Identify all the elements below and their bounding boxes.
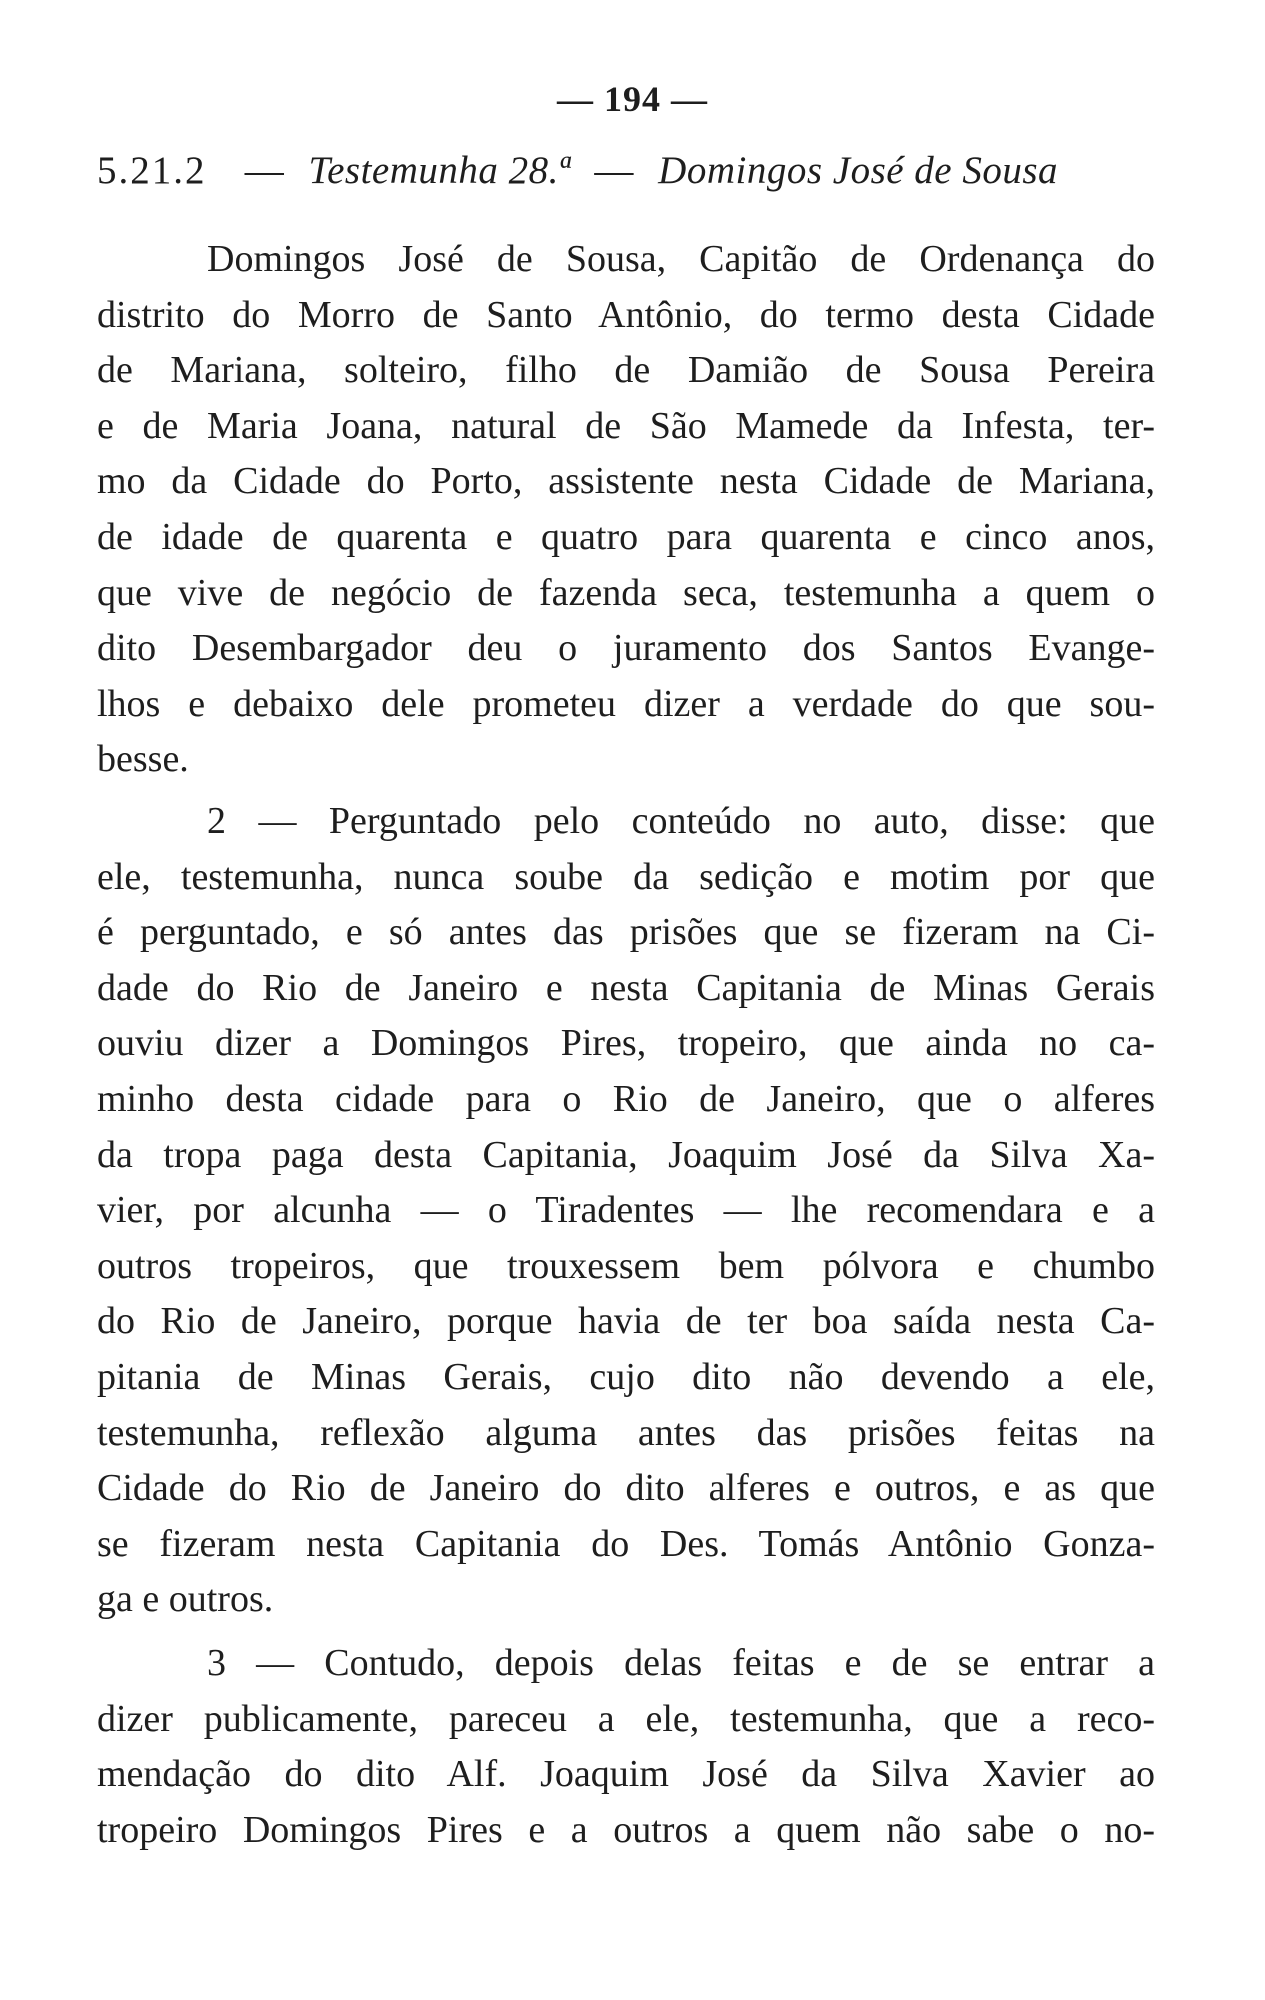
text-line: do Rio de Janeiro, porque havia de ter boa saída nesta Ca- bbox=[97, 1300, 1155, 1343]
paragraph-question-3 bbox=[97, 1636, 1155, 1858]
text-line: 2 — Perguntado pelo conteúdo no auto, disse: que bbox=[207, 800, 1155, 842]
text-line: de Mariana, solteiro, filho de Damião de Sousa Pereira bbox=[97, 349, 1155, 392]
text-line: vier, por alcunha — o Tiradentes — lhe recomendara e a bbox=[97, 1189, 1155, 1232]
text-line: lhos e debaixo dele prometeu dizer a verdade do que sou- bbox=[97, 682, 1155, 725]
text-line: é perguntado, e só antes das prisões que se fizeram na Ci- bbox=[97, 911, 1155, 954]
text-line: pitania de Minas Gerais, cujo dito não devendo a ele, bbox=[97, 1355, 1155, 1398]
text-line: besse. bbox=[97, 738, 189, 781]
text-line: distrito do Morro de Santo Antônio, do termo desta Cidade bbox=[97, 293, 1155, 336]
text-line: tropeiro Domingos Pires e a outros a quem não sabe o no- bbox=[97, 1808, 1155, 1851]
text-line: que vive de negócio de fazenda seca, testemunha a quem o bbox=[97, 571, 1155, 614]
section-heading bbox=[97, 148, 1187, 193]
text-line: Cidade do Rio de Janeiro do dito alferes e outros, e as que bbox=[97, 1467, 1155, 1510]
text-line: dito Desembargador deu o juramento dos Santos Evange- bbox=[97, 627, 1155, 670]
witness-name: Domingos José de Sousa bbox=[658, 149, 1059, 192]
text-line: Domingos José de Sousa, Capitão de Ordenança do bbox=[207, 238, 1155, 280]
page-number: — 194 — bbox=[557, 79, 708, 119]
text-line: outros tropeiros, que trouxessem bem pólvora e chumbo bbox=[97, 1244, 1155, 1287]
paragraph-question-2 bbox=[97, 794, 1155, 1628]
witness-label: Testemunha 28.ª bbox=[308, 149, 571, 192]
text-line: ouviu dizer a Domingos Pires, tropeiro, que ainda no ca- bbox=[97, 1022, 1155, 1065]
text-line: mo da Cidade do Porto, assistente nesta Cidade de Mariana, bbox=[97, 460, 1155, 503]
text-line: da tropa paga desta Capitania, Joaquim José da Silva Xa- bbox=[97, 1133, 1155, 1176]
text-line: ele, testemunha, nunca soube da sedição e motim por que bbox=[97, 855, 1155, 898]
text-line: dizer publicamente, pareceu a ele, testemunha, que a reco- bbox=[97, 1697, 1155, 1740]
section-number: 5.21.2 bbox=[97, 149, 207, 192]
text-line: dade do Rio de Janeiro e nesta Capitania de Minas Gerais bbox=[97, 966, 1155, 1009]
heading-dash: — bbox=[594, 149, 634, 192]
text-line: de idade de quarenta e quatro para quarenta e cinco anos, bbox=[97, 515, 1155, 558]
text-line: e de Maria Joana, natural de São Mamede da Infesta, ter- bbox=[97, 404, 1155, 447]
text-line: se fizeram nesta Capitania do Des. Tomás Antônio Gonza- bbox=[97, 1522, 1155, 1565]
text-line: 3 — Contudo, depois delas feitas e de se entrar a bbox=[207, 1642, 1155, 1684]
heading-dash: — bbox=[244, 149, 285, 192]
text-line: ga e outros. bbox=[97, 1578, 274, 1621]
text-line: mendação do dito Alf. Joaquim José da Silva Xavier ao bbox=[97, 1753, 1155, 1796]
text-line: minho desta cidade para o Rio de Janeiro, que o alferes bbox=[97, 1077, 1155, 1120]
text-line: testemunha, reflexão alguma antes das prisões feitas na bbox=[97, 1411, 1155, 1454]
paragraph-identification bbox=[97, 232, 1155, 788]
